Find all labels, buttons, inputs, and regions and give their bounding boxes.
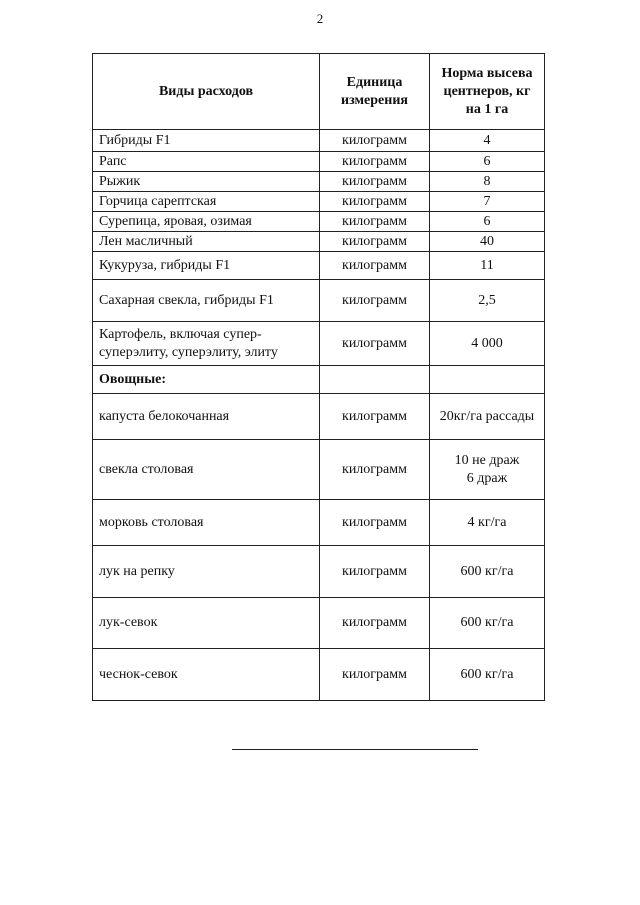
section-row bbox=[93, 366, 545, 394]
row-name: лук-севок bbox=[93, 598, 320, 649]
row-name: Сурепица, яровая, озимая bbox=[93, 212, 320, 232]
row-norm: 600 кг/га bbox=[430, 649, 545, 701]
row-norm bbox=[430, 440, 545, 500]
row-unit: килограмм bbox=[320, 322, 430, 366]
table-row bbox=[93, 212, 545, 232]
row-norm: 4 кг/га bbox=[430, 500, 545, 546]
seeding-rates-table bbox=[92, 53, 545, 701]
row-norm: 7 bbox=[430, 192, 545, 212]
header-unit: Единица измерения bbox=[320, 54, 430, 130]
row-unit: килограмм bbox=[320, 546, 430, 598]
signature-line-divider bbox=[232, 749, 478, 750]
table-row bbox=[93, 546, 545, 598]
row-unit: килограмм bbox=[320, 212, 430, 232]
table-row bbox=[93, 130, 545, 152]
row-unit: килограмм bbox=[320, 649, 430, 701]
table-row bbox=[93, 598, 545, 649]
row-name: свекла столовая bbox=[93, 440, 320, 500]
row-name: Рапс bbox=[93, 152, 320, 172]
row-unit: килограмм bbox=[320, 232, 430, 252]
table-row bbox=[93, 172, 545, 192]
section-title: Овощные: bbox=[93, 366, 320, 394]
row-name: Кукуруза, гибриды F1 bbox=[93, 252, 320, 280]
table-row bbox=[93, 152, 545, 172]
row-unit: килограмм bbox=[320, 152, 430, 172]
table-row bbox=[93, 440, 545, 500]
header-expense-type: Виды расходов bbox=[93, 54, 320, 130]
table-row bbox=[93, 252, 545, 280]
row-name: Картофель, включая супер-суперэлиту, суперэлиту, элиту bbox=[93, 322, 320, 366]
row-unit bbox=[320, 366, 430, 394]
row-name: Горчица сарептская bbox=[93, 192, 320, 212]
row-unit: килограмм bbox=[320, 500, 430, 546]
table-header-row bbox=[93, 54, 545, 130]
row-unit: килограмм bbox=[320, 252, 430, 280]
row-norm: 4 000 bbox=[430, 322, 545, 366]
row-norm: 11 bbox=[430, 252, 545, 280]
row-norm: 20кг/га рассады bbox=[430, 394, 545, 440]
row-name: Рыжик bbox=[93, 172, 320, 192]
row-name: морковь столовая bbox=[93, 500, 320, 546]
row-name: Гибриды F1 bbox=[93, 130, 320, 152]
table-row bbox=[93, 394, 545, 440]
row-name: лук на репку bbox=[93, 546, 320, 598]
row-norm: 4 bbox=[430, 130, 545, 152]
row-norm: 6 bbox=[430, 152, 545, 172]
row-name: Лен масличный bbox=[93, 232, 320, 252]
page-number: 2 bbox=[316, 11, 324, 26]
row-norm: 6 bbox=[430, 212, 545, 232]
row-norm: 600 кг/га bbox=[430, 598, 545, 649]
row-norm: 600 кг/га bbox=[430, 546, 545, 598]
row-unit: килограмм bbox=[320, 130, 430, 152]
row-norm: 40 bbox=[430, 232, 545, 252]
row-name: Сахарная свекла, гибриды F1 bbox=[93, 280, 320, 322]
norm-line-1: 10 не драж bbox=[454, 452, 520, 468]
row-name: чеснок-севок bbox=[93, 649, 320, 701]
table-row bbox=[93, 322, 545, 366]
table-row bbox=[93, 280, 545, 322]
row-unit: килограмм bbox=[320, 394, 430, 440]
row-unit: килограмм bbox=[320, 598, 430, 649]
row-name: капуста белокочанная bbox=[93, 394, 320, 440]
row-unit: килограмм bbox=[320, 280, 430, 322]
row-norm: 2,5 bbox=[430, 280, 545, 322]
table-row bbox=[93, 192, 545, 212]
row-norm bbox=[430, 366, 545, 394]
table-row bbox=[93, 500, 545, 546]
norm-line-2: 6 драж bbox=[466, 470, 508, 486]
row-unit: килограмм bbox=[320, 192, 430, 212]
table-row bbox=[93, 232, 545, 252]
header-norm: Норма высева центнеров, кг на 1 га bbox=[430, 54, 545, 130]
row-unit: килограмм bbox=[320, 172, 430, 192]
table-row bbox=[93, 649, 545, 701]
row-norm: 8 bbox=[430, 172, 545, 192]
row-unit: килограмм bbox=[320, 440, 430, 500]
